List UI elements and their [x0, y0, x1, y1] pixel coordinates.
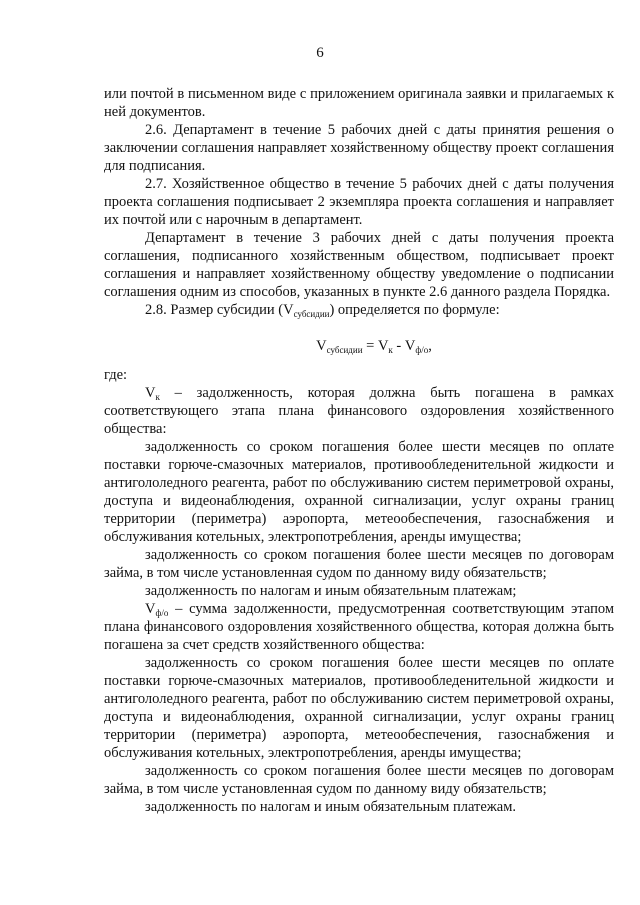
debt-item-taxes: задолженность по налогам и иным обязательным платежам;	[145, 583, 517, 599]
formula-s3: ф/о	[415, 345, 429, 355]
where-label: где:	[104, 367, 128, 383]
paragraph-department-signing: Департамент в течение 3 рабочих дней с даты получения проекта соглашения, подписанного хозяйственным обществом, подписывает проект соглашения и направляет хозяйственному обществу уведомление о подписании соглашения одним из способов, указанных в пункте 2.6 данного раздела Порядка.	[104, 230, 614, 300]
formula-s2: к	[388, 345, 393, 355]
paragraph-2-8	[104, 301, 614, 319]
paragraph-submission-method: или почтой в письменном виде с приложением оригинала заявки и прилагаемых к ней документов.	[104, 86, 614, 120]
debt-item-loans-2: задолженность со сроком погашения более шести месяцев по договорам займа, в том числе установленная судом по данному виду обязательств;	[104, 763, 614, 797]
formula-end: ,	[428, 338, 432, 354]
document-body	[104, 85, 614, 816]
debt-item-supplies: задолженность со сроком погашения более шести месяцев по оплате поставки горюче-смазочных материалов, противообледенительной жидкости и антигололедного реагента, работ по обслуживанию систем периметровой охраны, доступа и видеонаблюдения, охранной сигнализации, услуг охраны границ территории (периметра) аэропорта, метеообеспечения, газоснабжения и обслуживания котельных, электропотребления, аренды имущества;	[104, 439, 614, 545]
formula-v1: V	[316, 338, 327, 354]
debt-item-loans: задолженность со сроком погашения более шести месяцев по договорам займа, в том числе установленная судом по данному виду обязательств;	[104, 547, 614, 581]
vk-sub: к	[155, 392, 160, 402]
debt-item-taxes-2: задолженность по налогам и иным обязательным платежам.	[145, 799, 517, 815]
p5-pre: 2.8. Размер субсидии (V	[145, 302, 294, 318]
vk-symbol: V	[145, 385, 156, 401]
definition-vfo	[104, 600, 614, 654]
formula-eq: = V	[362, 338, 389, 354]
p5-sub: субсидии	[293, 309, 330, 319]
vfo-text: – сумма задолженности, предусмотренная соответствующим этапом плана финансового оздоровления хозяйственного общества, которая должна быть погашена за счет средств хозяйственного общества:	[104, 601, 614, 653]
page-number: 6	[316, 45, 324, 61]
vk-text: – задолженность, которая должна быть погашена в рамках соответствующего этапа плана финансового оздоровления хозяйственного общества:	[104, 385, 614, 437]
p5-post: ) определяется по формуле:	[329, 302, 500, 318]
formula-s1: субсидии	[326, 345, 363, 355]
debt-item-supplies-2: задолженность со сроком погашения более шести месяцев по оплате поставки горюче-смазочных материалов, противообледенительной жидкости и антигололедного реагента, работ по обслуживанию систем периметровой охраны, доступа и видеонаблюдения, охранной сигнализации, услуг охраны границ территории (периметра) аэропорта, метеообеспечения, газоснабжения и обслуживания котельных, электропотребления, аренды имущества;	[104, 655, 614, 761]
paragraph-2-7: 2.7. Хозяйственное общество в течение 5 рабочих дней с даты получения проекта соглашения подписывает 2 экземпляра проекта соглашения и направляет их почтой или с нарочным в департамент.	[104, 176, 614, 228]
vfo-symbol: V	[145, 601, 156, 617]
formula-minus: - V	[392, 338, 416, 354]
paragraph-2-6: 2.6. Департамент в течение 5 рабочих дней с даты принятия решения о заключении соглашения направляет хозяйственному обществу проект соглашения для подписания.	[104, 122, 614, 174]
definition-vk	[104, 384, 614, 438]
subsidy-formula	[104, 337, 614, 355]
vfo-sub: ф/о	[155, 608, 169, 618]
